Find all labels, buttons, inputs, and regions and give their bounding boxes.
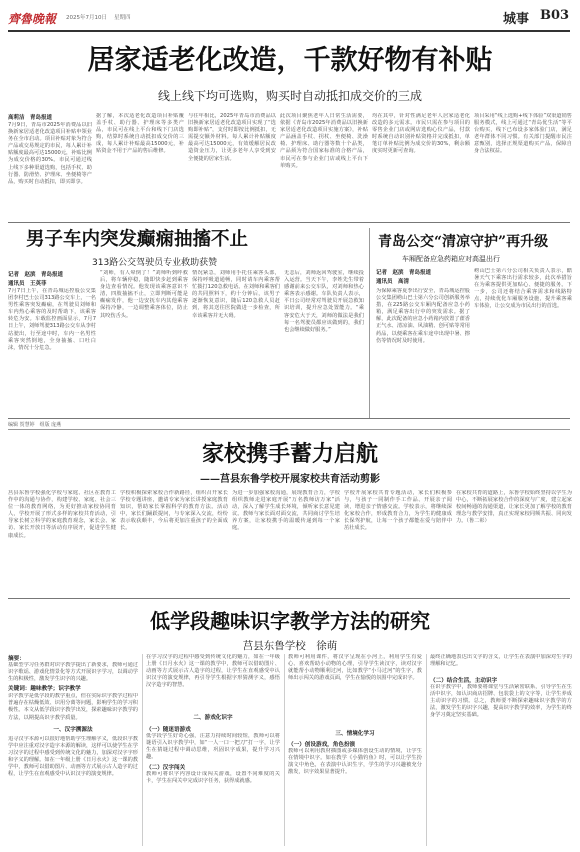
article-4-title: 家校携手蓄力启航: [201, 441, 378, 467]
article-1-col-1: 7月9日，青岛市2025年消费品以旧换新家居适老化改造项目补贴申领业务在全市启动。项目补贴对象为符合产品或交易规定的市民，每人累计补贴额度最高可达15000元，补贴比例为成交价格的30%。市民可通过线上线下多种渠道选购，包括手杖、助行器、防滑垫、护理床、坐便椅等产品，购买时自动抵扣，即买即享。: [8, 122, 92, 185]
article-1-col-3: 与往年相比，2025年青岛市消费品以旧换新家居适老化改造项目实现了“选购即补贴”，支付时即按比例抵扣，无需提交额外材料。每人累计补贴额度最高可达15000元，有效缓解居民改造资金压力，让更多老年人享受到安全便捷的居家生活。: [188, 113, 276, 162]
heading-1-text: 追寻汉字本源可以很好地帮助学生理解字义，低段识字教学中应注重对汉字造字本源的解读，这样可以使学生在学习汉字的过程中感受到传统文化的魅力，加深对汉字字形和字义的理解。如在一年级上册《日月水火》这一课的教学中，教师可以借助图片、动画等方式展示古人造字的过程，让学生在直观感受中认识汉字的演变规律。: [8, 735, 138, 778]
heading-3-text: 教师可以利用教材插图或多媒体创设生动的情境，让学生在情境中识字。如在教学《小猫钓鱼》时，可以让学生扮演文中角色，在表演中认识生字，学生的学习兴趣被充分激发，识字效果显著提升。: [288, 748, 422, 776]
section-name: 城事: [503, 12, 530, 27]
article-4-col-1: 莒县东鲁学校强化学校与家庭、社区在教育工作中的沟通与协作，构建学校、家庭、社会三位一体的教育网络，为更好推动家校协同育人，学校开展了形式多样的家校共育活动，引导家长树立科学的家庭教育观念，家长会、家访、家长开放日等活动有序展开，促进学生健康成长。: [8, 490, 116, 539]
heading-1: 一、汉字溯源法: [53, 726, 93, 733]
article-2-byline-2: 通讯员 王英菲: [8, 281, 47, 287]
article-5-col-2: [146, 654, 280, 849]
col-divider-a5-2: [284, 654, 285, 846]
divider-1: [8, 222, 570, 223]
article-2-title: 男子车内突发癫痫抽搐不止: [26, 229, 249, 250]
article-3-col-1: 为保障乘客夏季出行安全，青岛城运控股公交集团崂山巴士第六分公司创新服务举措，在225路公交车厢内配备应急小药箱，满足乘客出行中的突发需求。据了解，此次配备的应急小药箱内放置了藿香正气水、清凉油、风油精、创可贴等常用药品，以便乘客在乘车途中出现中暑、擦伤等情况时及时使用。: [376, 288, 470, 344]
article-5-byline: 莒县东鲁学校 徐萌: [242, 640, 338, 652]
article-5-title: 低学段趣味识字教学方法的研究: [150, 609, 430, 633]
article-3-byline-1: 记者 赵滨 青岛报道: [376, 270, 432, 276]
article-4-subtitle: ——莒县东鲁学校开展家校共育活动剪影: [200, 474, 380, 485]
article-1-col-5: 均在其中，针对性满足老年人居家适老化改造的多元需求。市民只需在参与项目的零售企业门店或网店选购心仪产品，付款时系统自动识别补贴资格并完成抵扣，单笔订单补贴比例为成交价的30%，剩余额度实时更新可查询。: [372, 113, 470, 155]
article-3-title: 青岛公交“清凉守护”再升级: [378, 234, 549, 250]
article-1-title: 居家适老化改造，千款好物有补贴: [87, 45, 493, 76]
heading-3a: （一）创设游戏，角色扮演: [288, 742, 356, 748]
article-3-subtitle: 车厢配备应急药箱应对高温出行: [402, 255, 500, 263]
heading-1-text-cont: 在学习汉字的过程中感受到传统文化的魅力，如在一年级上册《日月水火》这一课的教学中，教师可以借助图片、动画等方式展示古人造字的过程，让学生在直观感受中认识汉字的演变规律，再引导学生根据字形猜测字义，感悟汉字造字的智慧。: [146, 654, 280, 689]
issue-date: 2025年7月10日: [66, 15, 107, 21]
article-1-byline: 高莉洁 青岛报道: [8, 115, 53, 121]
article-5-col-4: [430, 654, 572, 849]
masthead: [0, 0, 580, 44]
heading-2a-text: 低学段学生好奇心强，注意力持续时间较短，教师可以将谜语引入识字教学中，如“一人一口一把刀”打一字，让学生在猜谜过程中调动思维，巩固识字成果，提升学习兴趣。: [146, 733, 280, 761]
heading-4-text: 在识字教学中，教师要将课堂与生活紧密联系，引导学生在生活中识字，如认识商店招牌、包装袋上的文字等，让学生养成主动识字的习惯。总之，教师要不断探索趣味识字教学的方法，激发学生的识字兴趣，提高识字教学的效率，为学生的终身学习奠定坚实基础。: [430, 684, 572, 719]
article-2-col-4: 无恙后，刘师返回驾驶室，继续投入运营。当天下午，李姓先生带着感谢前来公交车队，对刘师和热心乘客表示感谢。车队负责人表示，平日公司经常对驾驶员开展急救知识培训，提升应急处置能力。“乘客安危大于天，刘师的做法是我们每一名驾驶员都应该做到的，我们也会继续做好服务。”: [284, 270, 364, 333]
col-divider-a5-1: [142, 654, 143, 846]
divider-4: [8, 598, 570, 599]
heading-2b-text: 教师可将识字内容设计成闯关游戏，设置不同难度的关卡，学生在闯关中完成识字任务，获得成就感。: [146, 771, 280, 785]
article-1-subtitle: 线上线下均可选购，购买时自动抵扣成交价的三成: [157, 89, 422, 103]
heading-2a: （一）随迷语游戏: [146, 727, 191, 733]
article-5-col-3: [288, 654, 422, 849]
article-4-col-3: 为进一步加强家校沟通，展现教育合力，学校组织教师走进家庭开展“万名教师访万家”活动，深入了解学生成长环境，倾听家长意见建议。教师与家长面对面交流，共同商讨学生培养方案，让家校携手的温暖传递到每一个家庭。: [232, 490, 340, 532]
abstract-label: 摘要：: [8, 656, 25, 662]
article-2-byline-1: 记者 赵滨 青岛报道: [8, 272, 64, 278]
article-3-col-2: 崂山巴士第六分公司相关负责人表示，酷暑天气下乘客出行需求较多，此次举措旨在为乘客提供更加贴心、便捷的服务。下一步，公司还将结合乘客需求和线路特点，持续优化车厢服务设施，提升乘客乘车体验，让公交成为市民出行的首选。: [474, 268, 572, 310]
article-5-col-1: [8, 654, 138, 849]
divider-2: [8, 418, 570, 419]
article-2-col-2: “刘师，有人晕倒了！”刘师听到呼救后，将车辆停稳，随即快步赶到乘客身边查看情况。他发现该乘客意识不清，四肢抽搐不止，立即判断可能是癫痫发作，他一边安抚车内其他乘客保持冷静，一边调整乘客体位，防止其咬伤舌头。: [100, 270, 188, 319]
article-4-col-5: 在家校共育的道路上，东鲁学校始终坚持以学生为中心，不断拓展家校合作的深度与广度，建立起家校间畅通的沟通渠道，让家长更加了解学校的教育理念与教学安排，真正实现家校同频共振、同向发力。（鲁二彰）: [456, 490, 572, 525]
intro-text: 识字教学是低学段的教学重点，但在实际识字教学过程中普遍存在枯燥低效、识用分离等问题，影响学生的学习积极性。本文从低学段识字教学出发，探索趣味识字教学的方法，以期提高识字教学质量。: [8, 693, 138, 721]
newspaper-logo: 齊魯晚報: [8, 12, 57, 26]
article-2-col-1: 7月7日上午，在青岛城运控股公交集团李村巴士公司313路公交车上，一名男性乘客突发癫痫，在驾驶员刘师和车内热心乘客的及时帮助下，该乘客转危为安。车载监控画面显示，7月7日上午，刘师驾驶313路公交车从李村站驶出，行至途中时，车内一名男性乘客突然倒地，全身抽搐、口吐白沫，情况十分危急。: [8, 288, 96, 351]
heading-2b: （二）汉字闯关: [146, 765, 186, 772]
keywords: 关键词：趣味教学；识字教学: [8, 686, 81, 693]
heading-3: 三、情境化学习: [335, 731, 375, 737]
editors-line: 编辑 贺慧婷 组版 庞燕: [8, 422, 62, 428]
article-2-subtitle: 313路公交驾驶员专业救助获赞: [92, 258, 218, 268]
article-3-byline-2: 通讯员 高清: [376, 279, 410, 285]
masthead-rule: [8, 30, 570, 32]
page-number: B03: [540, 8, 570, 23]
article-4-col-4: 学校开展家校共育专题活动，家长们积极参与，与孩子一同制作手工作品、开展亲子阅读，增进亲子情感交流。学校表示，将继续深化家校合作，形成教育合力，为学生的健康成长保驾护航，让每一个孩子都能在爱与陪伴中茁壮成长。: [344, 490, 452, 532]
article-1-col-6: 项目采用“线上选购+线下体验”双渠道销售服务模式，线上可通过“青岛优生活”等平台购买，线下已布设多家体验门店，满足老年群体不同习惯。有关部门提醒市民注意甄别，选择正规渠道购买产品，保障自身合法权益。: [474, 113, 572, 155]
col-4-lead: 最终正确地表达出文字的含义，让学生在表演中加深对生字的理解和记忆。: [430, 654, 572, 668]
article-4-col-2: 学校积极探索家校合作新路径，组织召开家长学校专题讲座，邀请专家为家长讲授家庭教育知识，帮助家长掌握科学的教育方法。活动中，家长们踊跃提问，与专家深入交流，纷纷表示收获颇丰，今后将更加注重孩子的全面成长。: [120, 490, 228, 532]
article-1-col-4: 此次项目聚焦老年人日常生活需要，依据《青岛市2025年消费品以旧换新家居适老化改造项目实施方案》，补贴产品涵盖手杖、拐杖、坐便椅、洗澡椅、护理床、助行器等数十个品类，产品须为符合国家标准的合格产品，市民可在参与企业门店或线上平台下单购买。: [280, 113, 368, 169]
heading-4: （二）结合生活，主动识字: [430, 678, 498, 684]
divider-3: [8, 429, 570, 430]
col-divider-a5-3: [426, 654, 427, 846]
heading-2: 二、游戏化识字: [193, 715, 233, 721]
article-1-col-2: 据了解，本次适老化改造项目补贴覆盖手杖、助行器、护理床等多类产品，市民可在线上平台和线下门店选购，结算时系统自动抵扣成交价的三成，每人累计补贴最高15000元，补贴资金不用于产品的售后维修。: [96, 113, 184, 155]
abstract-text: 基础型学习任务群对识字教学提出了新要求，教师可通过识字歌谣、游戏化情景化等方式开展识字学习，以调动学生的积极性，激发学生识字的兴趣。: [8, 662, 138, 683]
column-divider: [369, 228, 370, 418]
article-2-col-3: 情况紧急，刘师用手托住乘客头部，保持呼吸道通畅，同时请车内乘客帮忙拨打120急救电话。在刘师和乘客们的共同照料下，约十分钟后，该男子逐渐恢复意识，随后120急救人员赶到，将其送往医院做进一步检查，所幸该乘客并无大碍。: [192, 270, 280, 319]
issue-weekday: 星期四: [114, 15, 131, 21]
col-3-lead: 教师可利用课件，将汉字呈现在小河上，利用学生有爱心、喜欢帮助小动物的心理，引导学生读汉字，读对汉字就能帮小动物顺利过河，比如教学“小马过河”的生字，教师出示闯关的游戏页面，学生在愉悦的氛围中完成识字。: [288, 654, 422, 682]
